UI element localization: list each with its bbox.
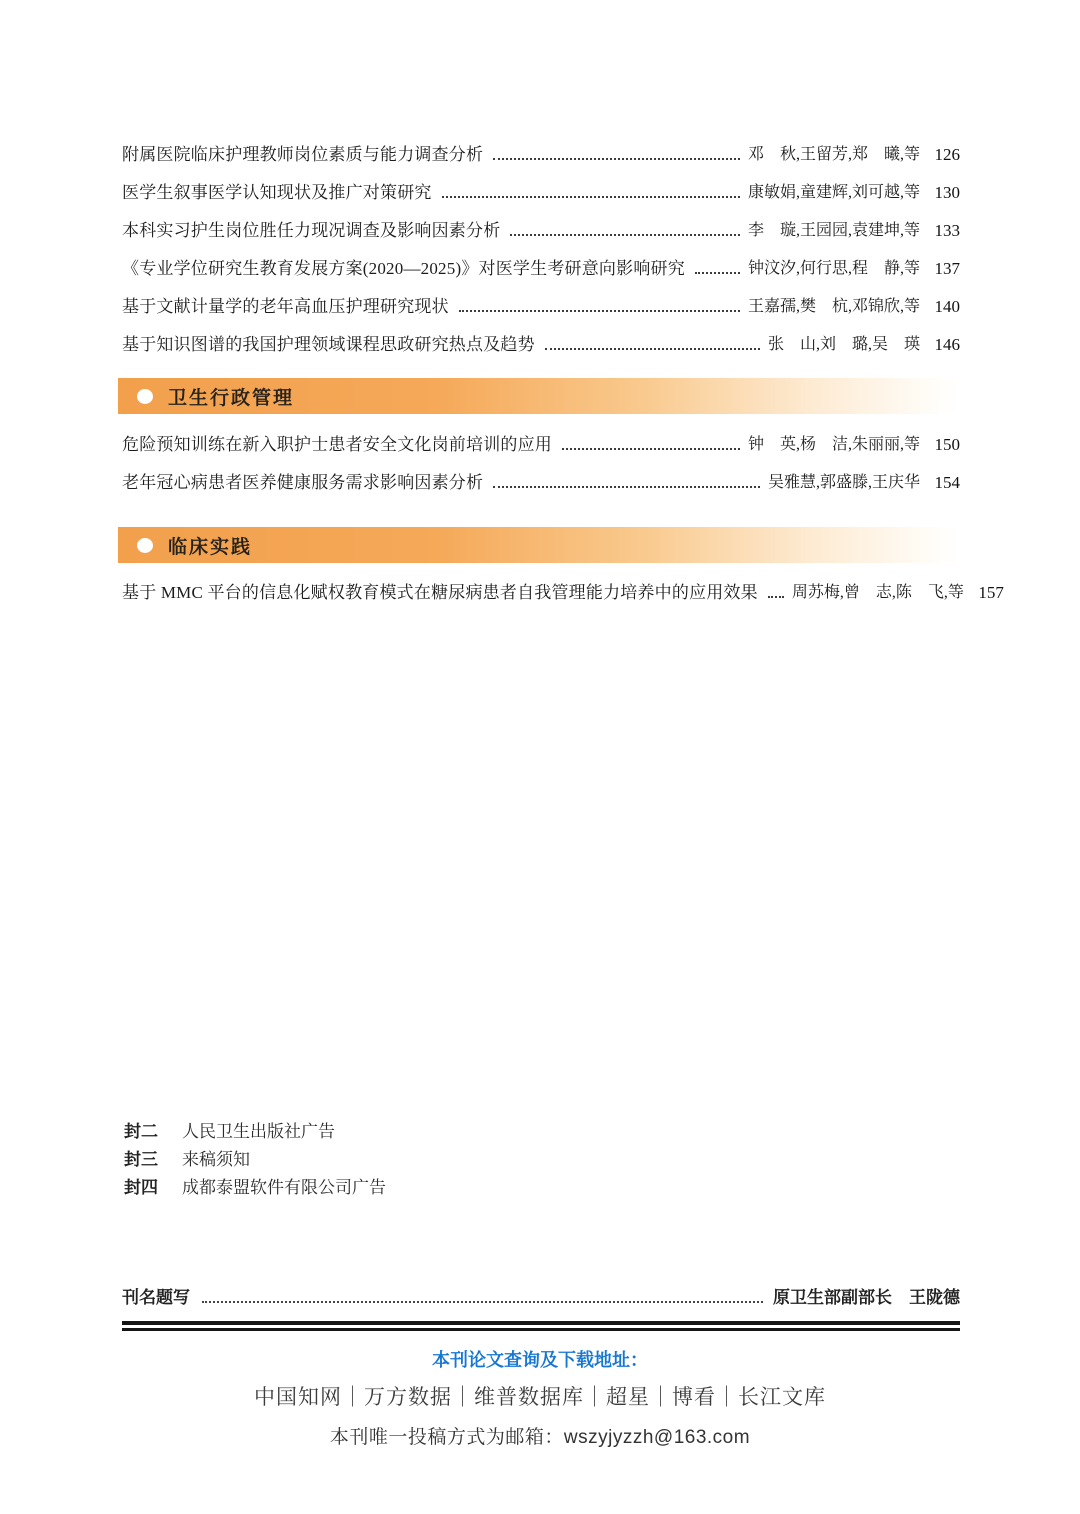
section-header-clinical-practice — [118, 527, 960, 563]
database-list: 中国知网｜万方数据｜维普数据库｜超星｜博看｜长江文库 — [254, 1386, 826, 1409]
bullet-circle-icon — [137, 389, 153, 404]
toc-entry — [122, 582, 1004, 604]
toc-entry — [122, 296, 960, 318]
article-authors: 周苏梅,曾 志,陈 飞,等 — [791, 584, 964, 601]
dot-leader — [510, 234, 740, 236]
cover-row — [124, 1118, 386, 1146]
toc-entry — [122, 258, 960, 280]
toc-entry — [122, 472, 960, 494]
dot-leader — [695, 272, 740, 274]
dot-leader — [493, 486, 760, 488]
cover-description: 人民卫生出版社广告 — [182, 1122, 335, 1141]
article-title: 基于文献计量学的老年高血压护理研究现状 — [122, 297, 449, 316]
footer-info — [0, 1346, 1080, 1449]
dot-leader — [768, 596, 784, 598]
cover-description: 成都泰盟软件有限公司广告 — [182, 1178, 386, 1197]
article-authors: 钟 英,杨 洁,朱丽丽,等 — [747, 436, 920, 453]
toc-entry — [122, 144, 960, 166]
dot-leader — [202, 1301, 763, 1303]
article-title: 医学生叙事医学认知现状及推广对策研究 — [122, 183, 432, 202]
section-header-health-administration — [118, 378, 960, 414]
dot-leader — [545, 348, 760, 350]
cover-pages-list — [124, 1118, 386, 1202]
article-authors: 王嘉孺,樊 杭,邓锦欣,等 — [747, 298, 920, 315]
article-title: 老年冠心病患者医养健康服务需求影响因素分析 — [122, 473, 484, 492]
article-authors: 李 璇,王园园,袁建坤,等 — [747, 222, 920, 239]
cover-label: 封二 — [124, 1122, 158, 1141]
download-address-heading: 本刊论文查询及下载地址： — [432, 1350, 648, 1370]
journal-title-calligraphy-credit — [122, 1288, 960, 1308]
article-page-number: 133 — [934, 221, 960, 240]
section-title: 临床实践 — [168, 536, 253, 558]
cover-description: 来稿须知 — [182, 1150, 250, 1169]
article-authors: 吴雅慧,郭盛滕,王庆华 — [767, 474, 920, 491]
dot-leader — [442, 196, 740, 198]
cover-row — [124, 1174, 386, 1202]
article-title: 危险预知训练在新入职护士患者安全文化岗前培训的应用 — [122, 435, 552, 454]
article-page-number: 157 — [978, 583, 1004, 602]
inscription-label: 刊名题写 — [122, 1288, 190, 1307]
article-authors: 邓 秋,王留芳,郑 曦,等 — [747, 146, 920, 163]
article-page-number: 126 — [934, 145, 960, 164]
article-authors: 钟汶汐,何行思,程 静,等 — [747, 260, 920, 277]
dot-leader — [459, 310, 740, 312]
dot-leader — [493, 158, 740, 160]
dot-leader — [562, 448, 740, 450]
article-title: 本科实习护生岗位胜任力现况调查及影响因素分析 — [122, 221, 501, 240]
toc-entry — [122, 334, 960, 356]
cover-label: 封三 — [124, 1150, 158, 1169]
article-page-number: 146 — [934, 335, 960, 354]
article-title: 基于 MMC 平台的信息化赋权教育模式在糖尿病患者自我管理能力培养中的应用效果 — [122, 583, 758, 602]
table-of-contents — [122, 144, 1004, 620]
bullet-circle-icon — [137, 538, 153, 553]
article-page-number: 130 — [934, 183, 960, 202]
rule-line-bottom — [122, 1328, 960, 1331]
article-title: 基于知识图谱的我国护理领域课程思政研究热点及趋势 — [122, 335, 535, 354]
section-title: 卫生行政管理 — [168, 387, 295, 409]
article-page-number: 137 — [934, 259, 960, 278]
cover-row — [124, 1146, 386, 1174]
toc-entry — [122, 182, 960, 204]
article-page-number: 150 — [934, 435, 960, 454]
cover-label: 封四 — [124, 1178, 158, 1197]
article-authors: 张 山,刘 璐,吴 瑛 — [767, 336, 920, 353]
toc-entry — [122, 220, 960, 242]
article-page-number: 154 — [934, 473, 960, 492]
article-authors: 康敏娟,童建辉,刘可越,等 — [747, 184, 920, 201]
toc-entry — [122, 434, 960, 456]
rule-line-top — [122, 1321, 960, 1325]
article-page-number: 140 — [934, 297, 960, 316]
inscription-credit: 原卫生部副部长 王陇德 — [773, 1288, 960, 1307]
submission-email-note: 本刊唯一投稿方式为邮箱：wszyjyzzh@163.com — [329, 1427, 751, 1448]
article-title: 《专业学位研究生教育发展方案(2020—2025)》对医学生考研意向影响研究 — [122, 259, 685, 278]
article-title: 附属医院临床护理教师岗位素质与能力调查分析 — [122, 145, 484, 164]
double-rule-divider — [122, 1321, 960, 1331]
